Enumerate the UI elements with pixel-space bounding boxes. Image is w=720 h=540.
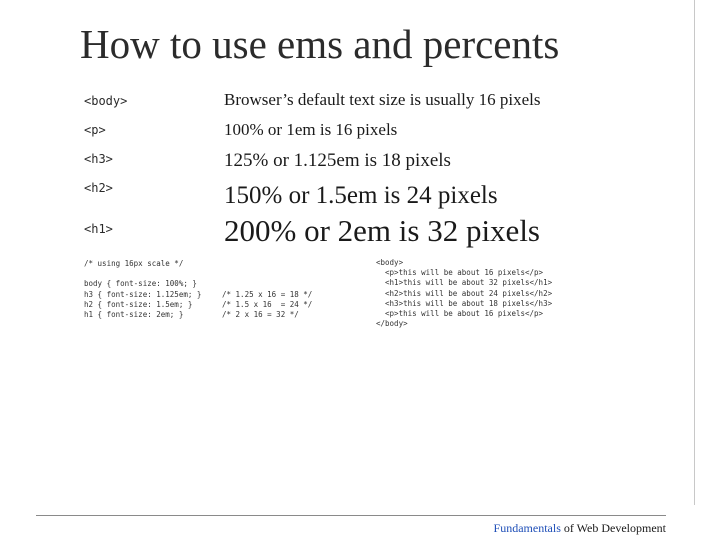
- right-divider-line: [694, 0, 695, 505]
- footer-divider-line: [36, 515, 666, 516]
- footer-course-text: of Web Development: [560, 521, 666, 535]
- tag-h2-label: <h2>: [84, 181, 113, 195]
- tag-h3-label: <h3>: [84, 152, 113, 166]
- footer-link[interactable]: Fundamentals: [493, 521, 561, 535]
- slide-title: How to use ems and percents: [80, 21, 560, 67]
- tag-h1-label: <h1>: [84, 222, 113, 236]
- h2-size-text: 150% or 1.5em is 24 pixels: [224, 182, 498, 209]
- html-code-block: <body> <p>this will be about 16 pixels</p> <h1>this will be about 32 pixels</h1> <h2>this will be about 24 pixels</h2> <h3>this will be about 18 pixels</h3> <p>this will be about 16 pixels</p> </body>: [376, 258, 553, 329]
- footer-caption: [494, 521, 666, 535]
- body-default-size-text: Browser’s default text size is usually 16 pixels: [224, 90, 541, 109]
- h1-size-text: 200% or 2em is 32 pixels: [224, 213, 540, 248]
- css-code-block: /* using 16px scale */ body { font-size: 100%; } h3 { font-size: 1.125em; } h2 { font-size: 1.5em; } h1 { font-size: 2em; }: [84, 259, 202, 320]
- h3-size-text: 125% or 1.125em is 18 pixels: [224, 150, 451, 171]
- tag-p-label: <p>: [84, 123, 106, 137]
- tag-body-label: <body>: [84, 94, 128, 108]
- css-comment-column: /* 1.25 x 16 = 18 */ /* 1.5 x 16 = 24 */ /* 2 x 16 = 32 */: [222, 290, 313, 320]
- p-size-text: 100% or 1em is 16 pixels: [224, 120, 398, 139]
